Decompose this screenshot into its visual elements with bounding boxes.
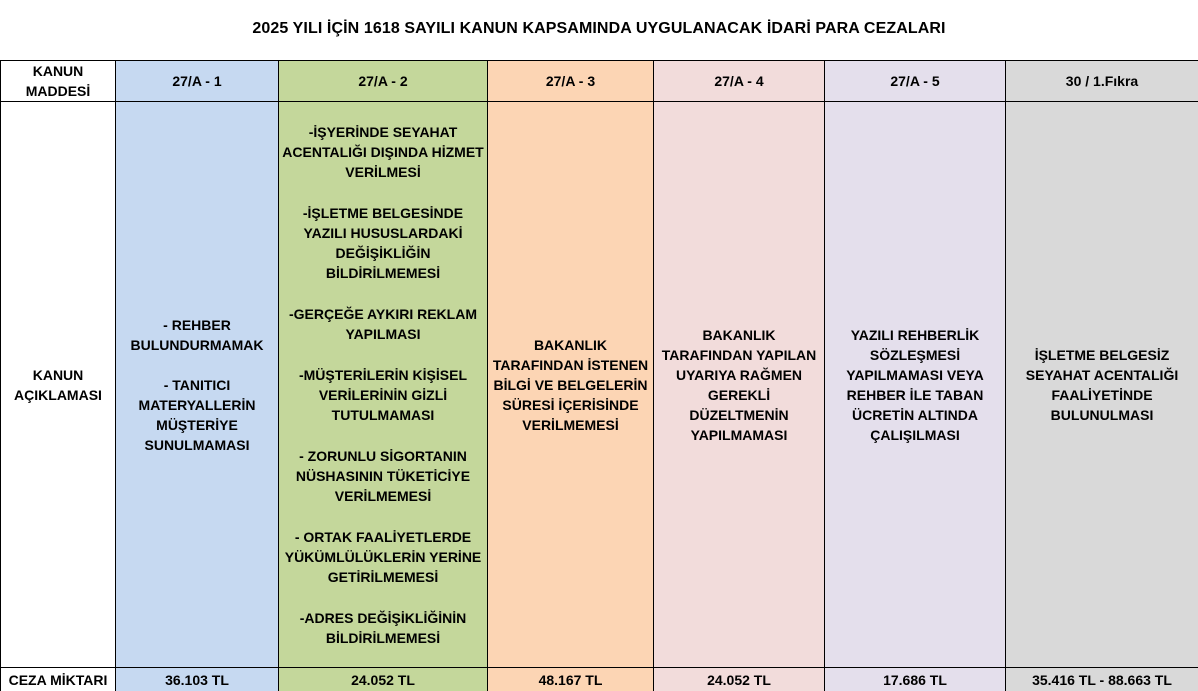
- description-item: - TANITICI MATERYALLERİN MÜŞTERİYE SUNULMAMASI: [138, 376, 256, 453]
- penalty-cell: 24.052 TL: [654, 668, 825, 691]
- description-cell: [1006, 102, 1198, 668]
- penalty-cell: 17.686 TL: [825, 668, 1006, 691]
- description-cell: [116, 102, 279, 668]
- description-item: BAKANLIK TARAFINDAN İSTENEN BİLGİ VE BELGELERİN SÜRESİ İÇERİSİNDE VERİLMEMESİ: [492, 336, 649, 433]
- description-item: - ZORUNLU SİGORTANIN NÜSHASININ TÜKETİCİYE VERİLMEMESİ: [295, 447, 471, 504]
- description-item: - REHBER BULUNDURMAMAK: [130, 316, 264, 353]
- penalty-cell: 24.052 TL: [279, 668, 488, 691]
- description-item: YAZILI REHBERLİK SÖZLEŞMESİ YAPILMAMASI VEYA REHBER İLE TABAN ÜCRETİN ALTINDA ÇALIŞILMASI: [846, 326, 984, 443]
- article-row-label: [1, 61, 116, 102]
- description-row: [1, 102, 1198, 668]
- description-label-line1: KANUN: [32, 366, 84, 383]
- description-item: -ADRES DEĞİŞİKLİĞİNİN BİLDİRİLMEMESİ: [299, 609, 467, 646]
- article-cell: 30 / 1.Fıkra: [1006, 61, 1198, 102]
- penalty-cell: 35.416 TL - 88.663 TL: [1006, 668, 1198, 691]
- article-cell: 27/A - 4: [654, 61, 825, 102]
- description-item: BAKANLIK TARAFINDAN YAPILAN UYARIYA RAĞMEN GEREKLİ DÜZELTMENİN YAPILMAMASI: [661, 326, 817, 443]
- penalty-cell: 36.103 TL: [116, 668, 279, 691]
- penalty-cell: 48.167 TL: [488, 668, 654, 691]
- description-cell: [654, 102, 825, 668]
- description-item: -MÜŞTERİLERİN KİŞİSEL VERİLERİNİN GİZLİ TUTULMAMASI: [298, 366, 467, 423]
- article-label-line1: KANUN: [32, 63, 84, 79]
- penalty-table: [0, 60, 1198, 691]
- description-row-label: [1, 102, 116, 668]
- description-item: -GERÇEĞE AYKIRI REKLAM YAPILMASI: [289, 305, 477, 342]
- description-item: İŞLETME BELGESİZ SEYAHAT ACENTALIĞI FAALİYETİNDE BULUNULMASI: [1025, 346, 1179, 423]
- article-row: [1, 61, 1198, 102]
- page-title: 2025 YILI İÇİN 1618 SAYILI KANUN KAPSAMINDA UYGULANACAK İDARİ PARA CEZALARI: [252, 20, 946, 37]
- article-label-line2: MADDESİ: [25, 83, 91, 99]
- penalty-row-label: CEZA MİKTARI: [1, 668, 116, 691]
- article-cell: 27/A - 2: [279, 61, 488, 102]
- article-cell: 27/A - 5: [825, 61, 1006, 102]
- penalty-row: [1, 668, 1198, 691]
- description-cell: [488, 102, 654, 668]
- description-item: -İŞLETME BELGESİNDE YAZILI HUSUSLARDAKİ DEĞİŞİKLİĞİN BİLDİRİLMEMESİ: [302, 204, 464, 281]
- article-cell: 27/A - 3: [488, 61, 654, 102]
- description-cell: [825, 102, 1006, 668]
- description-item: - ORTAK FAALİYETLERDE YÜKÜMLÜLÜKLERİN YERİNE GETİRİLMEMESİ: [284, 528, 482, 585]
- description-label-line2: AÇIKLAMASI: [14, 386, 102, 403]
- description-item: -İŞYERİNDE SEYAHAT ACENTALIĞI DIŞINDA HİZMET VERİLMESİ: [282, 123, 484, 180]
- article-cell: 27/A - 1: [116, 61, 279, 102]
- description-cell: [279, 102, 488, 668]
